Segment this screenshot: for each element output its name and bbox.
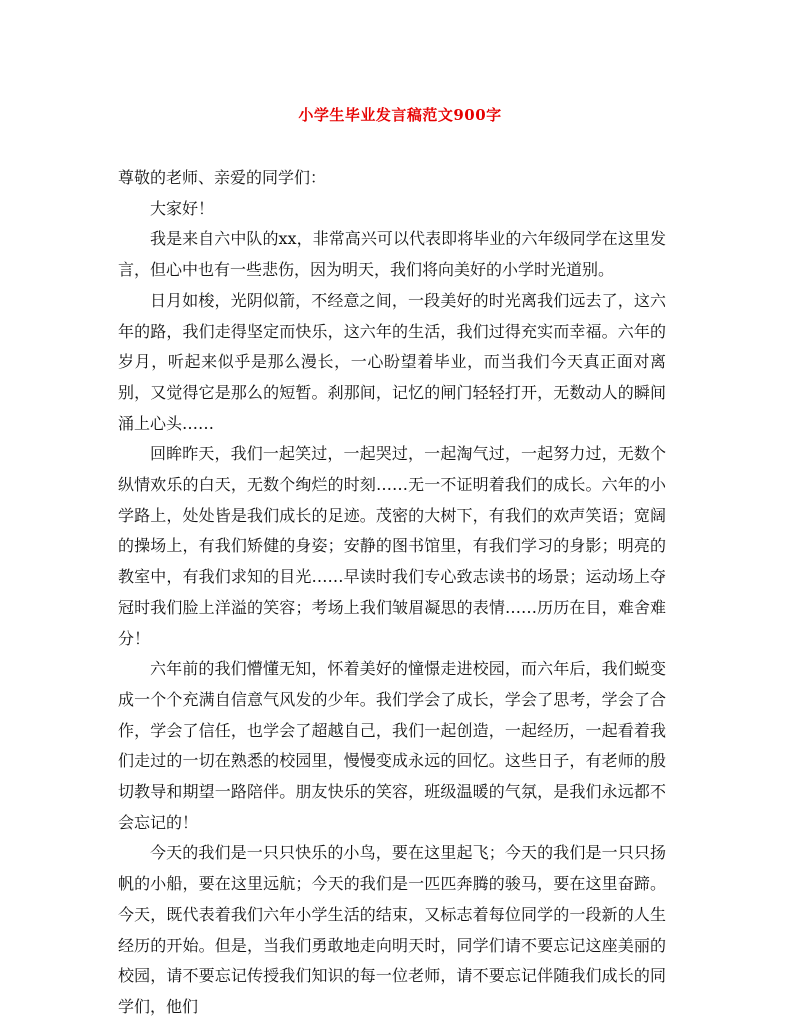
paragraph-looking-back: 回眸昨天，我们一起笑过，一起哭过，一起淘气过，一起努力过，无数个纵情欢乐的白天，无数个绚烂的时刻……无一不证明着我们的成长。六年的小学路上，处处皆是我们成长的足迹。茂密的大树下，有我们的欢声笑语；宽阔的操场上，有我们矫健的身姿；安静的图书馆里，有我们学习的身影；明亮的教室中，有我们求知的目光……早读时我们专心致志读书的场景；运动场上夺冠时我们脸上洋溢的笑容；考场上我们皱眉凝思的表情……历历在目，难舍难分！ <box>118 444 666 648</box>
paragraph-today: 今天的我们是一只只快乐的小鸟，要在这里起飞；今天的我们是一只只扬帆的小船，要在这里远航；今天的我们是一匹匹奔腾的骏马，要在这里奋蹄。今天，既代表着我们六年小学生活的结束，又标志着每位同学的一段新的人生经历的开始。但是，当我们勇敢地走向明天时，同学们请不要忘记这座美丽的校园，请不要忘记传授我们知识的每一位老师，请不要忘记伴随我们成长的同学们，他们 <box>118 843 666 1016</box>
greeting: 大家好！ <box>150 198 215 218</box>
document-title: 小学生毕业发言稿范文900字 <box>298 106 502 124</box>
document-body <box>118 163 666 1023</box>
paragraph-introduction: 我是来自六中队的xx，非常高兴可以代表即将毕业的六年级同学在这里发言，但心中也有一些悲伤，因为明天，我们将向美好的小学时光道别。 <box>118 229 666 280</box>
paragraph-time-flies: 日月如梭，光阴似箭，不经意之间，一段美好的时光离我们远去了，这六年的路，我们走得坚定而快乐，这六年的生活，我们过得充实而幸福。六年的岁月，听起来似乎是那么漫长，一心盼望着毕业，而当我们今天真正面对离别，又觉得它是那么的短暂。刹那间，记忆的闸门轻轻打开，无数动人的瞬间涌上心头…… <box>118 290 666 433</box>
paragraph-growth: 六年前的我们懵懂无知，怀着美好的憧憬走进校园，而六年后，我们蜕变成一个个充满自信意气风发的少年。我们学会了成长，学会了思考，学会了合作，学会了信任，也学会了超越自己，我们一起创造，一起经历，一起看着我们走过的一切在熟悉的校园里，慢慢变成永远的回忆。这些日子，有老师的殷切教导和期望一路陪伴。朋友快乐的笑容，班级温暖的气氛，是我们永远都不会忘记的！ <box>118 659 666 832</box>
salutation: 尊敬的老师、亲爱的同学们： <box>118 168 327 187</box>
